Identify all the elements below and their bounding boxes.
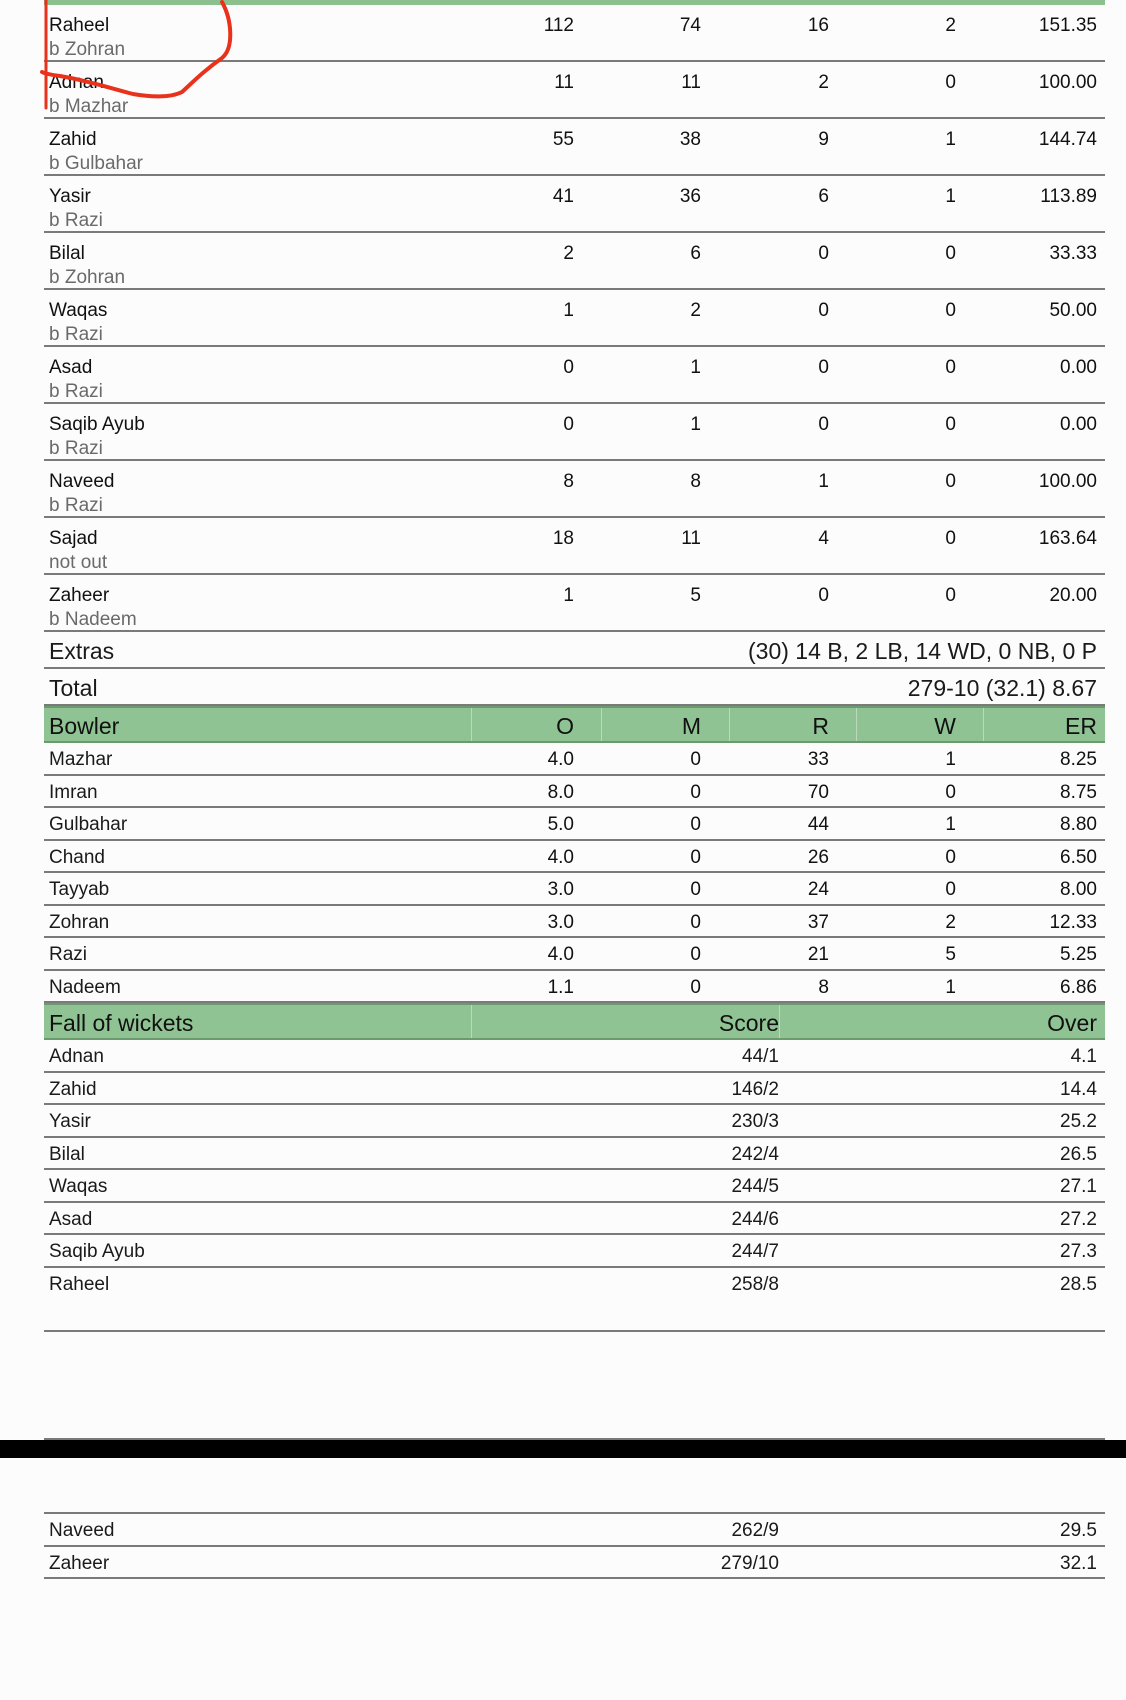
- runs-header: R: [812, 713, 829, 739]
- runs-conceded: 21: [807, 944, 829, 965]
- fours: 2: [818, 72, 829, 93]
- runs-conceded: 26: [807, 846, 829, 868]
- economy-rate: 8.00: [1060, 879, 1097, 900]
- bowler-name: Chand: [49, 846, 105, 868]
- dismissal: b Nadeem: [49, 609, 137, 630]
- fow-over-header: Over: [1047, 1010, 1097, 1036]
- runs: 11: [554, 72, 574, 93]
- dismissal: b Razi: [49, 324, 103, 345]
- maidens: 0: [690, 749, 701, 770]
- maidens: 0: [690, 911, 701, 933]
- wickets: 1: [945, 749, 956, 770]
- maidens: 0: [690, 879, 701, 900]
- fow-over: 28.5: [1060, 1273, 1097, 1295]
- total-value: 279-10 (32.1) 8.67: [907, 675, 1097, 701]
- batting-row: [44, 290, 1105, 347]
- fow-score: 230/3: [731, 1111, 779, 1132]
- overs: 4.0: [547, 749, 574, 770]
- fow-batter: Waqas: [49, 1176, 108, 1197]
- maidens: 0: [690, 976, 701, 998]
- strike-rate: 144.74: [1038, 129, 1097, 150]
- fow-batter: Saqib Ayub: [49, 1241, 145, 1262]
- fow-score: 244/5: [731, 1176, 779, 1197]
- batting-table: [44, 5, 1105, 632]
- balls: 36: [679, 186, 701, 207]
- wickets: 0: [945, 846, 956, 868]
- batting-row: [44, 176, 1105, 233]
- fow-over: 32.1: [1060, 1552, 1097, 1574]
- sixes: 0: [945, 471, 956, 492]
- batting-row: [44, 347, 1105, 404]
- bowling-row: [44, 873, 1105, 906]
- dismissal: not out: [49, 552, 108, 573]
- batter-name: Asad: [49, 357, 93, 378]
- runs: 0: [563, 414, 574, 435]
- header-divider: [779, 1005, 780, 1038]
- overs: 4.0: [547, 846, 574, 868]
- fow-row: [44, 1105, 1105, 1138]
- fow-over: 4.1: [1070, 1046, 1097, 1067]
- fow-table: [44, 1040, 1105, 1300]
- batter-name: Adnan: [49, 72, 104, 93]
- economy-rate: 6.50: [1060, 846, 1097, 868]
- bowling-row: [44, 808, 1105, 841]
- fow-row: [44, 1235, 1105, 1268]
- bowling-header: [44, 706, 1105, 743]
- fow-over: 27.1: [1060, 1176, 1097, 1197]
- fow-batter: Raheel: [49, 1273, 110, 1295]
- batter-name: Yasir: [49, 186, 91, 207]
- wickets: 5: [945, 944, 956, 965]
- runs-conceded: 70: [807, 781, 829, 803]
- sixes: 0: [945, 414, 956, 435]
- batter-name: Zahid: [49, 129, 97, 150]
- runs: 1: [563, 300, 574, 321]
- sixes: 2: [945, 15, 956, 36]
- batter-name: Saqib Ayub: [49, 414, 145, 435]
- bowling-row: [44, 938, 1105, 971]
- fow-batter: Zaheer: [49, 1552, 110, 1574]
- fow-continued-table: [44, 1512, 1105, 1579]
- maidens: 0: [690, 814, 701, 835]
- balls: 6: [690, 243, 701, 264]
- fours: 0: [818, 243, 829, 264]
- batting-row: [44, 233, 1105, 290]
- fours: 9: [818, 129, 829, 150]
- maidens: 0: [690, 781, 701, 803]
- fow-score: 262/9: [731, 1520, 779, 1541]
- economy-header: ER: [1065, 713, 1097, 739]
- bowler-name: Zohran: [49, 911, 110, 933]
- batting-row: [44, 119, 1105, 176]
- overs-header: O: [556, 713, 574, 739]
- strike-rate: 20.00: [1049, 585, 1097, 606]
- bowler-name: Imran: [49, 781, 98, 803]
- economy-rate: 5.25: [1060, 944, 1097, 965]
- fow-score: 44/1: [742, 1046, 779, 1067]
- fow-batter: Yasir: [49, 1111, 91, 1132]
- strike-rate: 100.00: [1038, 72, 1097, 93]
- fow-score: 244/7: [731, 1241, 779, 1262]
- fow-over: 27.2: [1060, 1208, 1097, 1230]
- batter-name: Sajad: [49, 528, 98, 549]
- maidens-header: M: [681, 713, 701, 739]
- extras-value: (30) 14 B, 2 LB, 14 WD, 0 NB, 0 P: [748, 638, 1097, 664]
- fow-batter: Zahid: [49, 1078, 97, 1100]
- fow-row: [44, 1040, 1105, 1073]
- batting-row: [44, 5, 1105, 62]
- fow-over: 25.2: [1060, 1111, 1097, 1132]
- bowler-name: Gulbahar: [49, 814, 128, 835]
- economy-rate: 8.80: [1060, 814, 1097, 835]
- balls: 74: [679, 15, 701, 36]
- runs-conceded: 44: [807, 814, 829, 835]
- fow-batter: Naveed: [49, 1520, 115, 1541]
- dismissal: b Razi: [49, 495, 103, 516]
- balls: 8: [690, 471, 701, 492]
- overs: 5.0: [547, 814, 574, 835]
- extras-label: Extras: [49, 638, 115, 664]
- fow-row: [44, 1138, 1105, 1171]
- sixes: 0: [945, 357, 956, 378]
- runs-conceded: 24: [807, 879, 829, 900]
- fow-batter: Bilal: [49, 1143, 85, 1165]
- overs: 4.0: [547, 944, 574, 965]
- overs: 3.0: [547, 911, 574, 933]
- balls: 1: [690, 357, 701, 378]
- sixes: 0: [945, 72, 956, 93]
- fow-score: 258/8: [731, 1273, 779, 1295]
- strike-rate: 163.64: [1038, 528, 1097, 549]
- balls: 38: [679, 129, 701, 150]
- fow-score: 279/10: [720, 1552, 779, 1574]
- balls: 2: [690, 300, 701, 321]
- batter-name: Zaheer: [49, 585, 110, 606]
- sixes: 1: [945, 129, 956, 150]
- fow-over: 29.5: [1060, 1520, 1097, 1541]
- economy-rate: 8.75: [1060, 781, 1097, 803]
- fow-score-header: Score: [718, 1010, 779, 1036]
- total-label: Total: [49, 675, 98, 701]
- total-row: [44, 669, 1105, 706]
- runs: 0: [563, 357, 574, 378]
- batting-row: [44, 518, 1105, 575]
- strike-rate: 113.89: [1040, 186, 1097, 207]
- bowling-table: [44, 743, 1105, 1003]
- scorecard: [44, 0, 1105, 1300]
- fours: 0: [818, 300, 829, 321]
- sixes: 0: [945, 243, 956, 264]
- batting-row: [44, 575, 1105, 632]
- header-divider: [471, 708, 472, 741]
- bowler-name: Mazhar: [49, 749, 113, 770]
- fow-row: [44, 1268, 1105, 1301]
- bowling-row: [44, 743, 1105, 776]
- wickets: 1: [945, 976, 956, 998]
- fow-over: 14.4: [1060, 1078, 1097, 1100]
- fours: 0: [818, 357, 829, 378]
- economy-rate: 12.33: [1049, 911, 1097, 933]
- bowling-row: [44, 971, 1105, 1004]
- header-divider: [601, 708, 602, 741]
- header-divider: [856, 708, 857, 741]
- runs-conceded: 37: [807, 911, 829, 933]
- table-end-divider: [44, 1330, 1105, 1332]
- economy-rate: 8.25: [1060, 749, 1097, 770]
- economy-rate: 6.86: [1060, 976, 1097, 998]
- runs: 2: [563, 243, 574, 264]
- overs: 1.1: [547, 976, 574, 998]
- strike-rate: 50.00: [1049, 300, 1097, 321]
- fow-row: [44, 1073, 1105, 1106]
- sixes: 0: [945, 528, 956, 549]
- fow-score: 146/2: [731, 1078, 779, 1100]
- fow-batter: Asad: [49, 1208, 93, 1230]
- runs-conceded: 33: [807, 749, 829, 770]
- fow-header-label: Fall of wickets: [49, 1010, 194, 1036]
- fow-header: [44, 1003, 1105, 1040]
- runs-conceded: 8: [818, 976, 829, 998]
- dismissal: b Razi: [49, 381, 103, 402]
- batting-row: [44, 62, 1105, 119]
- fow-row: [44, 1547, 1105, 1580]
- extras-row: [44, 632, 1105, 669]
- sixes: 1: [945, 186, 956, 207]
- fours: 4: [818, 528, 829, 549]
- batter-name: Naveed: [49, 471, 115, 492]
- batter-name: Waqas: [49, 300, 108, 321]
- runs: 8: [563, 471, 574, 492]
- header-divider: [729, 708, 730, 741]
- maidens: 0: [690, 944, 701, 965]
- runs: 1: [563, 585, 574, 606]
- fow-score: 244/6: [731, 1208, 779, 1230]
- dismissal: b Razi: [49, 438, 103, 459]
- bowling-row: [44, 776, 1105, 809]
- runs: 41: [552, 186, 574, 207]
- fow-batter: Adnan: [49, 1046, 104, 1067]
- wickets-header: W: [934, 713, 956, 739]
- wickets: 2: [945, 911, 956, 933]
- strike-rate: 151.35: [1038, 15, 1097, 36]
- fours: 0: [818, 414, 829, 435]
- maidens: 0: [690, 846, 701, 868]
- bowler-name: Razi: [49, 944, 88, 965]
- batter-name: Raheel: [49, 15, 110, 36]
- dismissal: b Gulbahar: [49, 153, 144, 174]
- fours: 0: [818, 585, 829, 606]
- balls: 5: [690, 585, 701, 606]
- fow-row: [44, 1170, 1105, 1203]
- strike-rate: 33.33: [1049, 243, 1097, 264]
- batter-name: Bilal: [49, 243, 85, 264]
- fours: 6: [818, 186, 829, 207]
- header-divider: [471, 1005, 472, 1038]
- fours: 16: [807, 15, 829, 36]
- bowling-row: [44, 841, 1105, 874]
- header-divider: [983, 708, 984, 741]
- balls: 11: [681, 528, 701, 549]
- balls: 11: [681, 72, 701, 93]
- dismissal: b Mazhar: [49, 96, 129, 117]
- runs: 112: [543, 15, 574, 36]
- balls: 1: [690, 414, 701, 435]
- fow-row: [44, 1203, 1105, 1236]
- strike-rate: 0.00: [1060, 414, 1097, 435]
- batting-row: [44, 404, 1105, 461]
- bowler-name: Nadeem: [49, 976, 121, 998]
- bowler-name: Tayyab: [49, 879, 110, 900]
- runs: 55: [552, 129, 574, 150]
- fow-over: 27.3: [1060, 1241, 1097, 1262]
- wickets: 0: [945, 879, 956, 900]
- batting-row: [44, 461, 1105, 518]
- strike-rate: 0.00: [1060, 357, 1097, 378]
- page-break-band: [0, 1440, 1126, 1458]
- fow-score: 242/4: [731, 1143, 779, 1165]
- fow-over: 26.5: [1060, 1143, 1097, 1165]
- bowler-header: Bowler: [49, 713, 120, 739]
- sixes: 0: [945, 585, 956, 606]
- fow-row: [44, 1514, 1105, 1547]
- wickets: 0: [945, 781, 956, 803]
- overs: 8.0: [547, 781, 574, 803]
- bowling-row: [44, 906, 1105, 939]
- dismissal: b Razi: [49, 210, 103, 231]
- runs: 18: [552, 528, 574, 549]
- overs: 3.0: [547, 879, 574, 900]
- strike-rate: 100.00: [1038, 471, 1097, 492]
- dismissal: b Zohran: [49, 39, 126, 60]
- fours: 1: [818, 471, 829, 492]
- sixes: 0: [945, 300, 956, 321]
- dismissal: b Zohran: [49, 267, 126, 288]
- wickets: 1: [945, 814, 956, 835]
